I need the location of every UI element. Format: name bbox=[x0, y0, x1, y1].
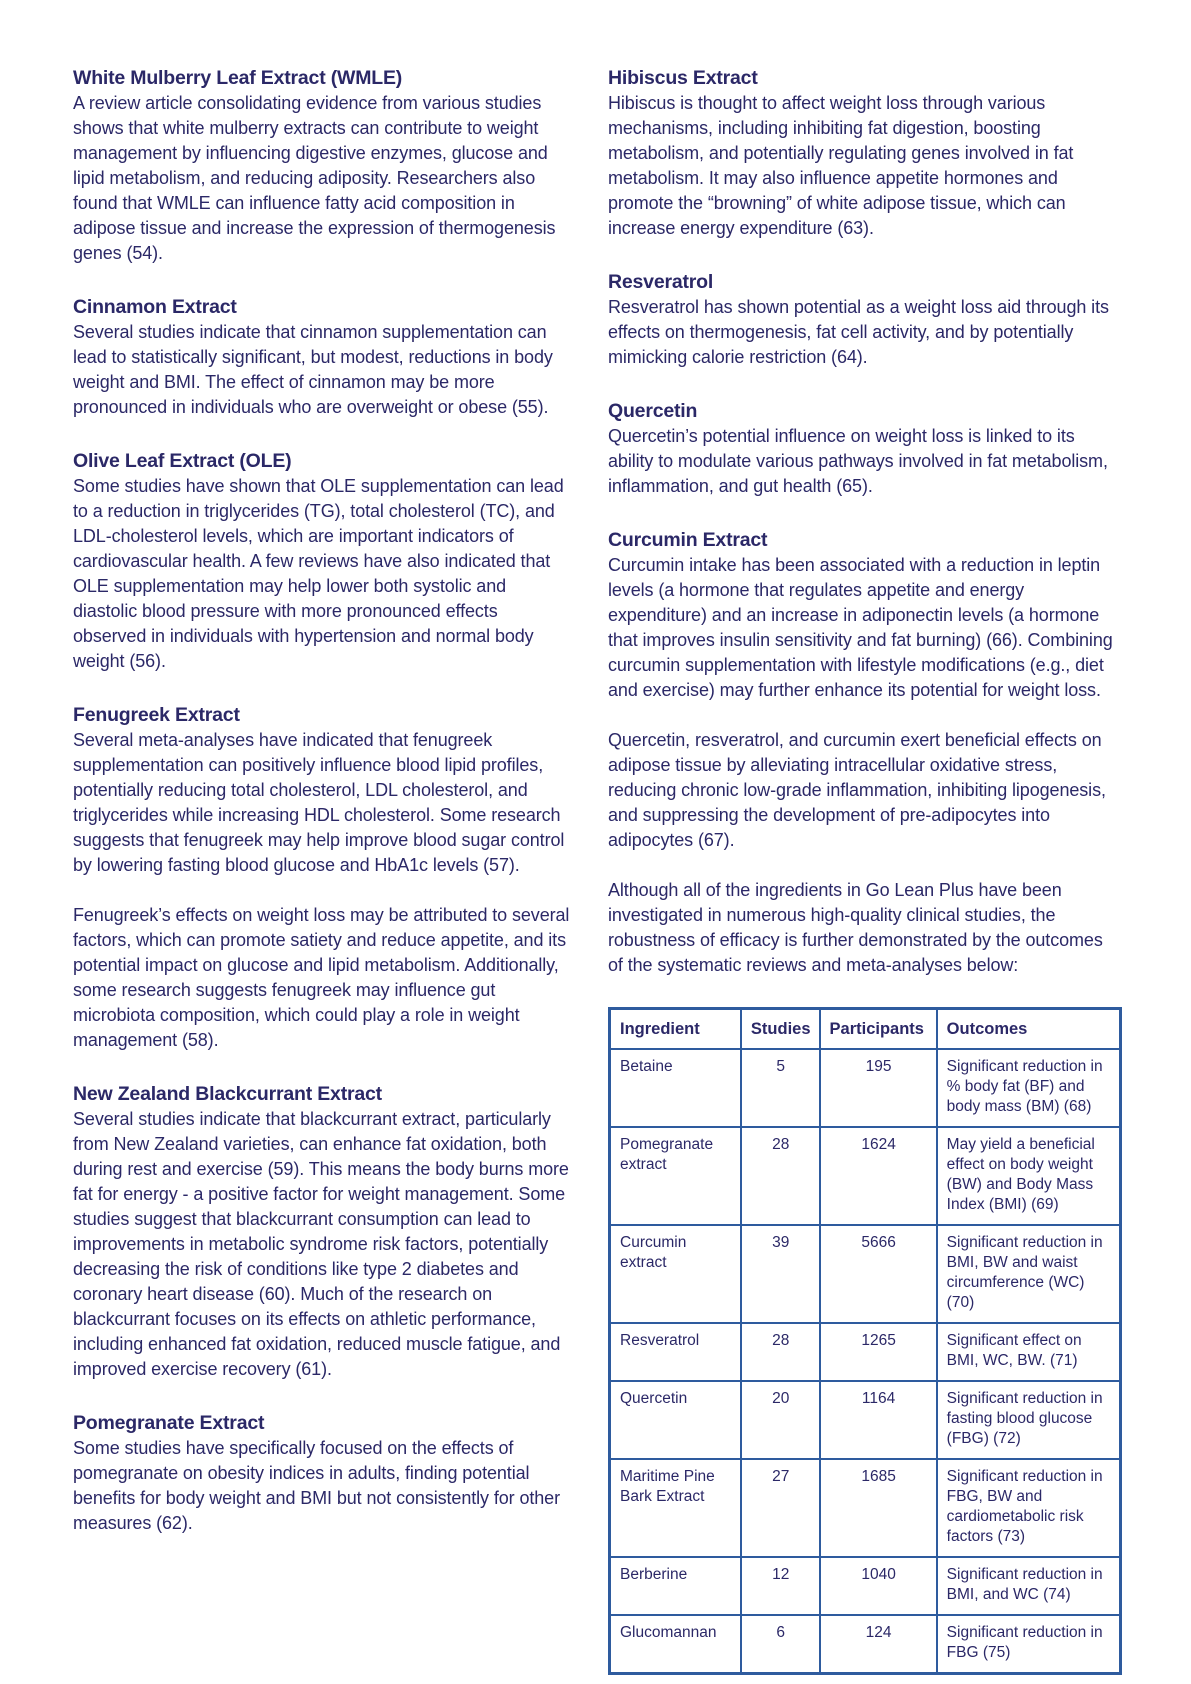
column-header-studies: Studies bbox=[741, 1009, 820, 1050]
studies-cell: 20 bbox=[741, 1381, 820, 1459]
section-white-mulberry-leaf-extract-wmle bbox=[73, 66, 575, 266]
section-quercetin bbox=[608, 399, 1122, 499]
left-column bbox=[73, 66, 575, 1565]
paragraph: A review article consolidating evidence from various studies shows that white mulberry extracts can contribute to weight management by influencing digestive enzymes, glucose and lipid metabolism, and reducing adiposity. Researchers also found that WMLE can influence fatty acid composition in adipose tissue and increase the expression of thermogenesis genes (54). bbox=[73, 93, 556, 263]
paragraph: Fenugreek’s effects on weight loss may be attributed to several factors, which can promote satiety and reduce appetite, and its potential impact on glucose and lipid metabolism. Additionally, some research suggests fenugreek may influence gut microbiota composition, which could play a role in weight management (58). bbox=[73, 905, 570, 1050]
ingredient-cell: Pomegranate extract bbox=[610, 1127, 741, 1225]
studies-cell: 39 bbox=[741, 1225, 820, 1323]
outcomes-cell: May yield a beneficial effect on body weight (BW) and Body Mass Index (BMI) (69) bbox=[937, 1127, 1121, 1225]
paragraph: Several studies indicate that blackcurrant extract, particularly from New Zealand varieties, can enhance fat oxidation, both during rest and exercise (59). This means the body burns more fat for energy - a positive factor for weight management. Some studies suggest that blackcurrant consumption can lead to improvements in metabolic syndrome risk factors, potentially decreasing the risk of conditions like type 2 diabetes and coronary heart disease (60). Much of the research on blackcurrant focuses on its effects on athletic performance, including enhanced fat oxidation, reduced muscle fatigue, and improved exercise recovery (61). bbox=[73, 1109, 569, 1379]
section-heading: Cinnamon Extract bbox=[73, 296, 237, 318]
studies-cell: 12 bbox=[741, 1557, 820, 1615]
table-row bbox=[610, 1049, 1121, 1127]
table-head bbox=[610, 1009, 1121, 1050]
paragraph: Quercetin’s potential influence on weight loss is linked to its ability to modulate various pathways involved in fat metabolism, inflammation, and gut health (65). bbox=[608, 426, 1108, 496]
section-heading: New Zealand Blackcurrant Extract bbox=[73, 1083, 382, 1105]
section-heading: Curcumin Extract bbox=[608, 529, 768, 551]
column-header-ingredient: Ingredient bbox=[610, 1009, 741, 1050]
column-header-participants: Participants bbox=[820, 1009, 937, 1050]
participants-cell: 124 bbox=[820, 1615, 937, 1674]
section-heading: White Mulberry Leaf Extract (WMLE) bbox=[73, 67, 403, 89]
section-heading: Quercetin bbox=[608, 400, 698, 422]
section-pomegranate-extract bbox=[73, 1411, 575, 1536]
section-curcumin-extract bbox=[608, 528, 1122, 978]
section-olive-leaf-extract-ole bbox=[73, 449, 575, 674]
paragraph: Although all of the ingredients in Go Lean Plus have been investigated in numerous high-quality clinical studies, the robustness of efficacy is further demonstrated by the outcomes of the systematic reviews and meta-analyses below: bbox=[608, 880, 1103, 975]
section-heading: Olive Leaf Extract (OLE) bbox=[73, 450, 292, 472]
section-heading: Fenugreek Extract bbox=[73, 704, 240, 726]
outcomes-cell: Significant reduction in FBG, BW and cardiometabolic risk factors (73) bbox=[937, 1459, 1121, 1557]
ingredient-cell: Betaine bbox=[610, 1049, 741, 1127]
paragraph: Several studies indicate that cinnamon supplementation can lead to statistically significant, but modest, reductions in body weight and BMI. The effect of cinnamon may be more pronounced in individuals who are overweight or obese (55). bbox=[73, 322, 553, 417]
paragraph: Some studies have specifically focused on the effects of pomegranate on obesity indices in adults, finding potential benefits for body weight and BMI but not consistently for other measures (62). bbox=[73, 1438, 560, 1533]
section-heading: Hibiscus Extract bbox=[608, 67, 758, 89]
participants-cell: 1164 bbox=[820, 1381, 937, 1459]
section-new-zealand-blackcurrant-extract bbox=[73, 1082, 575, 1382]
table-row bbox=[610, 1381, 1121, 1459]
ingredient-cell: Quercetin bbox=[610, 1381, 741, 1459]
table-row bbox=[610, 1323, 1121, 1381]
table-row bbox=[610, 1459, 1121, 1557]
paragraph: Quercetin, resveratrol, and curcumin exert beneficial effects on adipose tissue by alleviating intracellular oxidative stress, reducing chronic low-grade inflammation, inhibiting lipogenesis, and suppressing the development of pre-adipocytes into adipocytes (67). bbox=[608, 730, 1106, 850]
paragraph: Resveratrol has shown potential as a weight loss aid through its effects on thermogenesis, fat cell activity, and by potentially mimicking calorie restriction (64). bbox=[608, 297, 1109, 367]
ingredient-cell: Glucomannan bbox=[610, 1615, 741, 1674]
participants-cell: 1624 bbox=[820, 1127, 937, 1225]
outcomes-cell: Significant reduction in FBG (75) bbox=[937, 1615, 1121, 1674]
right-column bbox=[608, 66, 1122, 1675]
paragraph: Curcumin intake has been associated with a reduction in leptin levels (a hormone that regulates appetite and energy expenditure) and an increase in adiponectin levels (a hormone that improves insulin sensitivity and fat burning) (66). Combining curcumin supplementation with lifestyle modifications (e.g., diet and exercise) may further enhance its potential for weight loss. bbox=[608, 555, 1113, 700]
right-column-sections bbox=[608, 66, 1122, 978]
participants-cell: 5666 bbox=[820, 1225, 937, 1323]
studies-cell: 6 bbox=[741, 1615, 820, 1674]
ingredient-cell: Resveratrol bbox=[610, 1323, 741, 1381]
table-header-row bbox=[610, 1009, 1121, 1050]
ingredient-outcomes-table bbox=[608, 1007, 1122, 1675]
participants-cell: 1040 bbox=[820, 1557, 937, 1615]
studies-cell: 5 bbox=[741, 1049, 820, 1127]
table-row bbox=[610, 1557, 1121, 1615]
paragraph: Several meta-analyses have indicated that fenugreek supplementation can positively influence blood lipid profiles, potentially reducing total cholesterol, LDL cholesterol, and triglycerides while increasing HDL cholesterol. Some research suggests that fenugreek may help improve blood sugar control by lowering fasting blood glucose and HbA1c levels (57). bbox=[73, 730, 565, 875]
ingredient-cell: Maritime Pine Bark Extract bbox=[610, 1459, 741, 1557]
outcomes-cell: Significant effect on BMI, WC, BW. (71) bbox=[937, 1323, 1121, 1381]
participants-cell: 195 bbox=[820, 1049, 937, 1127]
column-header-outcomes: Outcomes bbox=[937, 1009, 1121, 1050]
participants-cell: 1685 bbox=[820, 1459, 937, 1557]
studies-cell: 27 bbox=[741, 1459, 820, 1557]
paragraph: Hibiscus is thought to affect weight loss through various mechanisms, including inhibiting fat digestion, boosting metabolism, and potentially regulating genes involved in fat metabolism. It may also influence appetite hormones and promote the “browning” of white adipose tissue, which can increase energy expenditure (63). bbox=[608, 93, 1074, 238]
studies-cell: 28 bbox=[741, 1127, 820, 1225]
section-cinnamon-extract bbox=[73, 295, 575, 420]
ingredient-cell: Curcumin extract bbox=[610, 1225, 741, 1323]
outcomes-cell: Significant reduction in fasting blood glucose (FBG) (72) bbox=[937, 1381, 1121, 1459]
section-resveratrol bbox=[608, 270, 1122, 370]
studies-cell: 28 bbox=[741, 1323, 820, 1381]
section-fenugreek-extract bbox=[73, 703, 575, 1053]
outcomes-cell: Significant reduction in BMI, BW and waist circumference (WC) (70) bbox=[937, 1225, 1121, 1323]
section-heading: Resveratrol bbox=[608, 271, 714, 293]
section-heading: Pomegranate Extract bbox=[73, 1412, 265, 1434]
ingredient-cell: Berberine bbox=[610, 1557, 741, 1615]
table-row bbox=[610, 1127, 1121, 1225]
section-hibiscus-extract bbox=[608, 66, 1122, 241]
outcomes-cell: Significant reduction in BMI, and WC (74) bbox=[937, 1557, 1121, 1615]
outcomes-cell: Significant reduction in % body fat (BF) and body mass (BM) (68) bbox=[937, 1049, 1121, 1127]
table-row bbox=[610, 1225, 1121, 1323]
participants-cell: 1265 bbox=[820, 1323, 937, 1381]
paragraph: Some studies have shown that OLE supplementation can lead to a reduction in triglycerides (TG), total cholesterol (TC), and LDL-cholesterol levels, which are important indicators of cardiovascular health. A few reviews have also indicated that OLE supplementation may help lower both systolic and diastolic blood pressure with more pronounced effects observed in individuals with hypertension and normal body weight (56). bbox=[73, 476, 564, 671]
table-row bbox=[610, 1615, 1121, 1674]
table-body bbox=[610, 1049, 1121, 1674]
